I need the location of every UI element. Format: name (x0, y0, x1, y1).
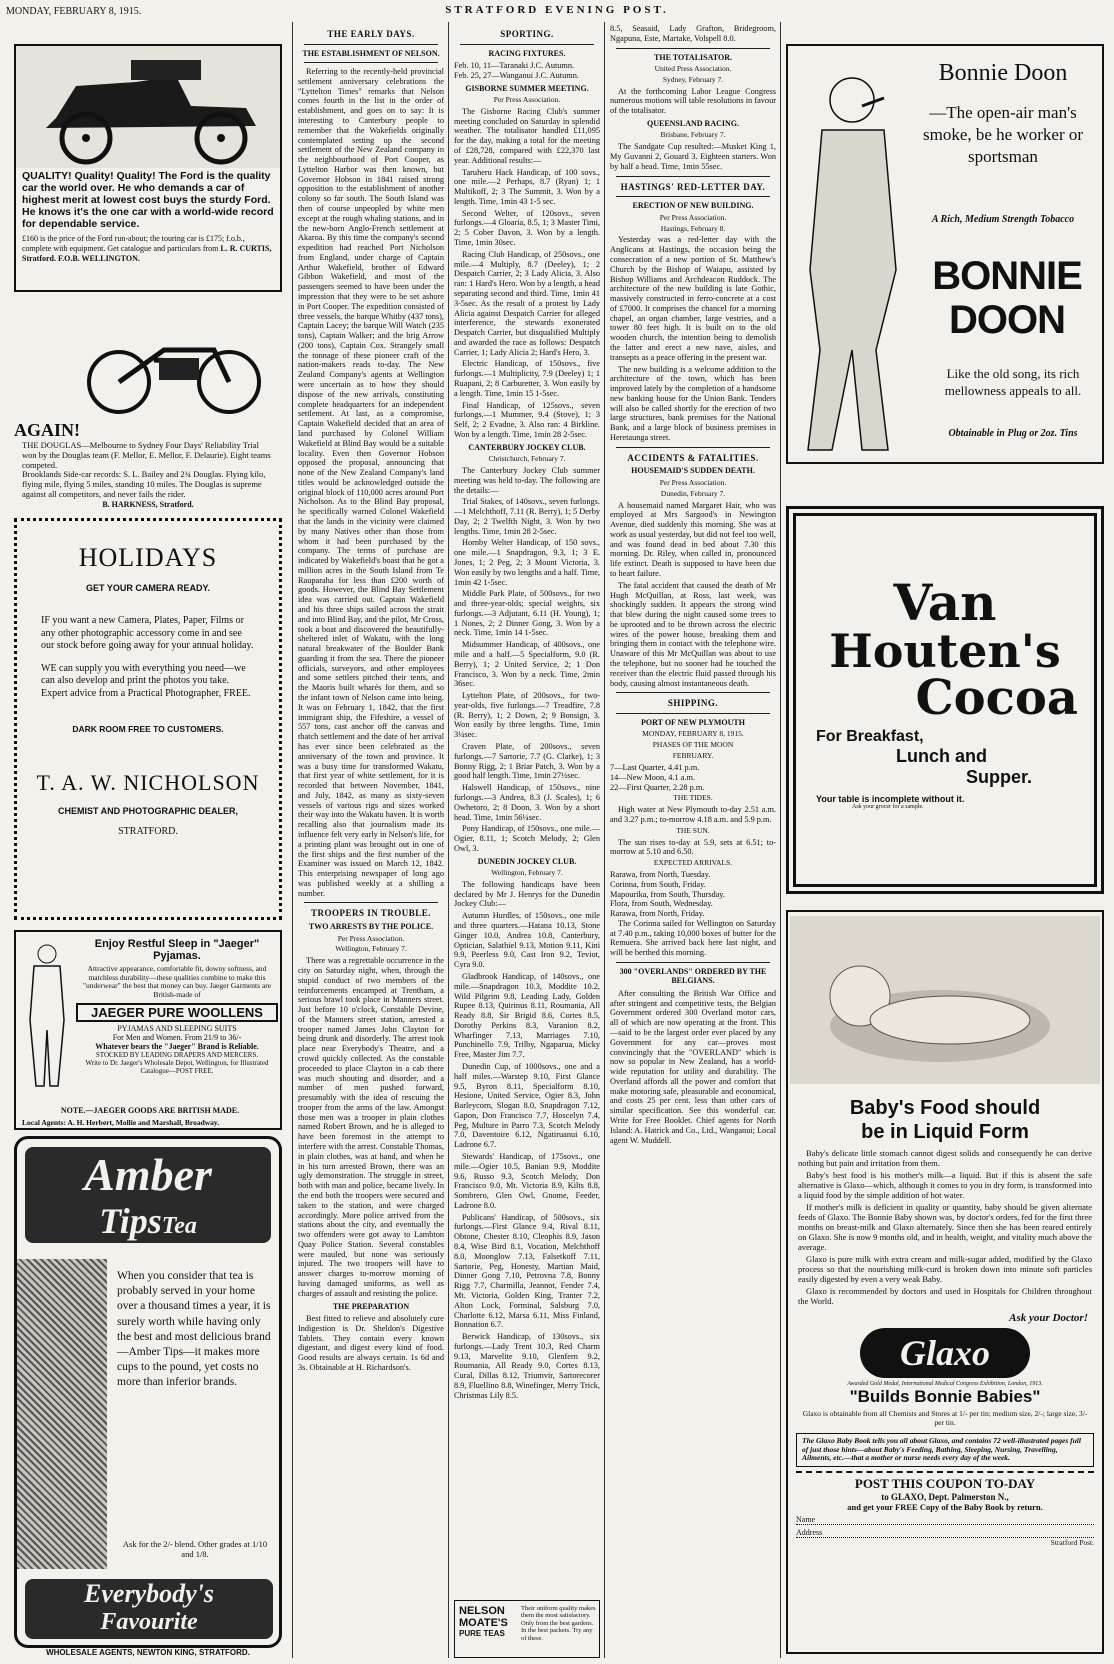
handicap-list: Stewards' Handicap, of 175sovs., one mile.—Ogier 10.5, Banian 9.9, Moddite 9.6, Russo 9.3, Scotch Melody, Don Francisco 9.0, Mt. Victoria 8.9, Kilts 8.8, Sombrero, Glen Owl, Gnome, Feeder, Ladrone 8.0. (454, 1152, 600, 1210)
amber-ask: Ask for the 2/- blend. Other grades at 1/10 and 1/8. (122, 1539, 268, 1559)
masthead-title: STRATFORD EVENING POST. (445, 4, 669, 16)
sun-heading: THE SUN. (676, 825, 710, 835)
pyjama-figure-illustration (22, 940, 72, 1090)
racing-fixtures-heading: RACING FIXTURES. (488, 48, 566, 58)
jaeger-line-5: Write to Dr. Jaeger's Wholesale Depot, Wellington, for Illustrated Catalogue—POST FREE. (85, 1058, 269, 1075)
accidents-heading: ACCIDENTS & FATALITIES. (627, 452, 759, 463)
handicap-list: Berwick Handicap, of 130sovs., six furlongs.—Lady Trent 10.3, Red Charm 9.13, Marvelite 9.10, Glenfern 9.2, Roumania, All Ready 9.0, Cortes 8.13, Cural, Dillas 8.12, Triumvir, Sartorecorer 8.9, Fluellino 8.8, Winefinger, Merry Trick, Christmas Lily 8.5. (454, 1332, 600, 1400)
tides-heading: THE TIDES. (673, 793, 713, 803)
jaeger-line-2: For Men and Women. From 21/9 to 36/- (112, 1032, 242, 1042)
nelson-subheading: THE ESTABLISHMENT OF NELSON. (302, 48, 440, 58)
amber-tips-ad (14, 1136, 282, 1648)
arrival-item: Corinna, from South, Friday. (610, 879, 706, 889)
bonnie-doon-song: Like the old song, its rich mellowness appeals to all. (944, 366, 1082, 398)
shipping-date: MONDAY, FEBRUARY 8, 1915. (642, 729, 744, 739)
race-result: Hornby Welter Handicap, of 150 sovs., one mile.—1 Snapdragon, 9.3, 1; 3 E. Jones, 1; 2 Peg, 2; 3 Mount Victoria, 3. Won easily by two lengths and a half. Time, 1min 42 1-5sec. (454, 538, 600, 587)
amber-slogan-2: Favourite (100, 1609, 198, 1635)
overlands-article: After consulting the British War Office and after stringent and competitive tests, the Belgian Government ordered 300 Overland motor cars, all of which are now operating at the front. This—said to be the largest order ever placed by any Government for any car—proves most convincingly that the "OVERLAND" which is now so popular in New Zealand, has a world-wide reputation for utility and durability. The Overland affords all the power and comfort that make motoring safe, pleasurable and economical, and costs 25 per cent. less than other cars of similar specification. See this wonderful car. Write for Free Booklet. Chief agents for North Island: A. Hatrick and Co., Ltd., Wanganui; Local agent W. Muddell. (610, 988, 776, 1145)
column-rule (448, 22, 449, 1658)
glaxo-paragraph: Baby's best food is his mother's milk—a liquid. But if this is absent the safe alternative is Glaxo—which, although it comes to you in dry form, is transformed into a liquid food by the simple addition of hot water. (798, 1170, 1092, 1201)
race-result: Racing Club Handicap, of 250sovs., one mile.—4 Multiply, 8.7 (Deeley), 1; 2 Despatch Carrier, 2; 3 Lady Alicia, 3. Also ran: 1 Hard's Hero. Won by a length, a head separating second and third. Time, 1min 41 3-5sec. As the result of a protest by Lady Alicia against Despatch Carrier for alleged interference, the stewards exonerated Despatch Carrier, but disqualified Multiply and awarded the race as follows: Despatch Carrier, 1; Lady Alicia 2; Hard's Hero, 3. (454, 249, 600, 357)
race-result: Electric Handicap, of 150sovs., five furlongs.—1 Multiplicity, 7.9 (Deeley) 1; 1 Ruapani, 2; 8 Carburetter, 3. Won easily by a length. Time, 1min 15 1-5sec. (454, 359, 600, 398)
arrival-item: Rarawa, from North, Friday. (610, 909, 705, 919)
jaeger-line-3: Whatever bears the "Jaeger" Brand is Reliable. (95, 1041, 259, 1051)
press-association: Per Press Association. (659, 477, 727, 487)
corinna-note: The Corinna sailed for Wellington on Saturday at 7.40 p.m., taking 10,000 boxes of butter for the Remuera. She arrived back here last night, and will be berthed this morning. (610, 918, 776, 958)
glaxo-ad (786, 910, 1104, 1654)
arrivals-heading: EXPECTED ARRIVALS. (653, 858, 733, 868)
queensland-dateline: Brisbane, February 7. (660, 130, 726, 140)
nelson-line: NELSON (459, 1605, 505, 1617)
handicap-list: Gladbrook Handicap, of 140sovs., one mile.—Snapdragon 10.3, Moddite 10.2, Wild Pilgrim 9.8, Leading Lady, Golden Rupee 8.13, Quirinus 8.11, Roumania, All Ready 8.8, Sir Brigid 8.6, Cortes 8.5, Dorothy Perkins 8.3, Varanion 8.2, Wharfinger 7.13, Marriages 7.10, Punchinello 7.9, Trilby, Ngaparua, Micky Free, Master Jim 7.7. (454, 971, 600, 1060)
coupon-address-field[interactable] (796, 1528, 1094, 1538)
bonnie-doon-ad (786, 44, 1104, 464)
glaxo-award: Awarded Gold Medal, International Medical Congress Exhibition, London, 1913. (847, 1381, 1043, 1388)
glaxo-availability: Glaxo is obtainable from all Chemists and Stores at 1/- per tin; medium size, 2/-; large size, 3/- per tin. (802, 1409, 1088, 1428)
nicholson-town: STRATFORD. (118, 826, 178, 837)
arrests-subheading: TWO ARRESTS BY THE POLICE. (308, 922, 434, 932)
tea-title: Tea (161, 1213, 197, 1239)
housemaid-subheading: HOUSEMAID'S SUDDEN DEATH. (631, 466, 755, 476)
nicholson-ad (14, 518, 282, 920)
jaeger-line-4: STOCKED BY LEADING DRAPERS AND MERCERS. (95, 1050, 259, 1059)
dunedin-intro: The following handicaps have been declared by Mr J. Henrys for the Dunedin Jockey Club:— (454, 879, 600, 909)
canterbury-dateline: Christchurch, February 7. (488, 454, 566, 464)
handicap-list: Autumn Hurdles, of 150sovs., one mile and three quarters.—Hatana 10.13, Stone Ginger 10.0, Andrea 10.8, Canterbury, Optician, Salathiel 9.13, Motion 9.11, Kini 9.9, Peerless 9.0, Cast Iron 9.2, Teviot, Cyra 9.0. (454, 911, 600, 970)
race-result: Pony Handicap, of 150sovs., one mile.—Ogier, 8.11, 1; Scotch Melody, 2; Glen Owl, 3. (454, 824, 600, 853)
continued-results: 8.5, Seasaid, Lady Grafton, Bridegroom, Ngapuna, Este, Martake, Volspell 8.0. (610, 24, 776, 43)
troopers-article: There was a regrettable occurrence in the city on Saturday night, when, through the stupid conduct of two members of the reinforcements encamped at Trentham, a serious brawl took place in Manners street. Just before 10 o'clock, Constable Devine, of the Manners street station, arrested a trooper named James John Clayton for being drunk and disorderly. The arrest took place near Everybody's Theatre, and a crowd quickly collected. As the constable proceeded to place Clayton in a cab there was much shouting and disorder, and a number of men pushed forward, presumably with the idea of rescuing the trooper from the arms of the law. Amongst those men was a trooper in plain clothes named Robert Brown, and he is alleged to have been foremost in the attempt to interfere with the arrest. Constable Thomas, in plain clothes, was at hand, and when he in his turn arrested Brown, there was an ugly demonstration. The struggle in street, both with man and police, became lively. In the end both the troopers were secured and taken to the station, and were charged accordingly. More police arrived from the stations about the city, and eventually the two offenders were got away to Lambton Quay Police Station. Several constables were mauled, but none was seriously injured. The two troopers will have to answer charges to-morrow morning of having damaged uniforms, as well as charges of assault and resisting the police. (298, 956, 444, 1298)
jaeger-brand: JAEGER PURE WOOLLENS (76, 1003, 278, 1022)
van-houten-ad (786, 506, 1104, 894)
moon-phase: 14—New Moon, 4.1 a.m. (610, 772, 696, 782)
press-association: United Press Association. (654, 64, 732, 73)
bonnie-doon-strength: A Rich, Medium Strength Tobacco (931, 214, 1075, 225)
column-rule (604, 22, 605, 1658)
race-result: Middle Park Plate, of 500sovs., for two and three-year-olds; special weights, six furlongs.—3 Adjutant, 6.11 (H. Young), 1; 1 Nones, 2; 2 Dinner Gong, 3. Won by a neck. Time, 1min 14 1-5sec. (454, 589, 600, 638)
handicap-list: Dunedin Cup, of 1000sovs., one and a half miles.—Warstep 9.10, First Glance 9.5, Byron 8.11, Specialform 8.10, Hesione, United Service, Ogier 8.3, John Barleycorn, Slogan 8.0, Snapdragon 7.12, Gapon, Don Francisco 7.7, Hoscelyn 7.4, Peg, Multure in Parro 7.3, Scotch Melody 7.0, Daventoire 6.12, Ngatiruanui 6.10, Ladrone 6.7. (454, 1061, 600, 1150)
race-result: Second Welter, of 120sovs., seven furlongs.—4 Gloaria, 8.5, 1; 3 Master Timi, 2; 5 Cober Davon, 3. Won by a length. Time, 1min 30sec. (454, 208, 600, 248)
ford-body: £160 is the price of the Ford run-about; the touring car is £175; f.o.b., complete with equipment. Get catalogue and particulars from L. R. CURTIS, Stratford. F.O.B. WELLINGTON. (22, 234, 272, 263)
ford-car-illustration (16, 46, 280, 168)
incomplete-line: Your table is incomplete without it. (816, 794, 965, 804)
new-building-subheading: ERECTION OF NEW BUILDING. (632, 201, 754, 211)
hastings-article: Yesterday was a red-letter day with the Anglicans at Hastings, the occasion being the consecration of a new portion of St. Matthew's Church by the Bishop of Waiapu, assisted by Bishop Williams and Archdeacon Ruddock. The architecture of the new building is late Gothic, massively constructed in ferro-concrete at a cost of £7000. It comprises the chancel for a morning chapel, an organ chamber, large vestries, and a tower 80 feet high. It is built on to the old wooden church, the intention being to demolish the latter and erect a new nave, aisles, and transepts as a peace offering in the present war. (610, 235, 776, 362)
column-sporting (454, 24, 600, 1594)
jaeger-body: Attractive appearance, comfortable fit, downy softness, and matchless durability—these qualities combine to make this "underwear" the best that money can buy. Jaeger Garments are British-made of (82, 964, 272, 999)
totalisator-dateline: Sydney, February 7. (662, 74, 724, 84)
douglas-headline: AGAIN! (14, 420, 80, 440)
jaeger-title: Enjoy Restful Sleep in "Jaeger" Pyjamas. (94, 938, 260, 962)
preparation-heading: THE PREPARATION (332, 1301, 410, 1311)
cocoa-word: Cocoa (915, 670, 1078, 726)
sporting-heading: SPORTING. (500, 29, 554, 39)
douglas-ad (14, 300, 282, 508)
holidays-body-1: IF you want a new Camera, Plates, Paper, Films or any other photographic accessory come in and see our stock before going away for your annual holiday. (41, 615, 254, 651)
bonnie-word: BONNIE (932, 254, 1082, 298)
gisborne-intro: The Gisborne Racing Club's summer meeting concluded on Saturday in splendid weather. The totalisator handled £11,095 for the day, making a total for the meeting of £28,728, compared with £22,370 last year. Additional results:— (454, 106, 600, 165)
queensland-article: The Sandgate Cup resulted:—Musket King 1, My Guvanni 2, Gouard 3. Eighteen starters. Won by half a head. Time, 1min 55sec. (610, 142, 776, 171)
housemaid-article: A housemaid named Margaret Hair, who was employed at Mrs Sargood's in Newington Avenue, died suddenly this morning. She was at work as usual yesterday, but did not feel too well, and was found dead in bed about 7.30 this morning. Dr. Riley, when called in, pronounced life extinct. Death is supposed to have been due to heart failure. (610, 500, 776, 578)
masthead-bar (0, 0, 1114, 20)
fixture-2: Feb. 25, 27—Wanganui J.C. Autumn. (454, 70, 579, 80)
arrival-item: Mapourika, from South, Thursday. (610, 889, 725, 899)
address-label: Address (796, 1528, 823, 1538)
jaeger-line-1: PYJAMAS AND SLEEPING SUITS (117, 1023, 237, 1033)
tides-text: High water at New Plymouth to-day 2.51 a.m. and 3.27 p.m.; to-morrow 4.18 a.m. and 5.9 p.m. (610, 805, 776, 824)
column-early-days (298, 24, 444, 1660)
canterbury-heading: CANTERBURY JOCKEY CLUB. (468, 442, 586, 452)
dunedin-heading: DUNEDIN JOCKEY CLUB. (477, 856, 577, 866)
sun-text: The sun rises to-day at 5.9, sets at 6.51; to-morrow at 5.10 and 6.50. (610, 837, 776, 857)
dunedin-dateline: Wellington, February 7. (491, 868, 563, 878)
press-association: Per Press Association. (659, 212, 727, 222)
race-result: Lyttelton Plate, of 200sovs., for two-year-olds, five furlongs.—7 Treadfire, 7.8 (R. Berry), 1; 2 Down, 2; 9 Bonsign, 3. Won easily by three lengths. Time, 1min 3¼sec. (454, 691, 600, 740)
douglas-body: THE DOUGLAS—Melbourne to Sydney Four Days' Reliability Trial won by the Douglas team (F. Mellor, E. Mellor, F. Delaurie). Eight teams competed. (22, 440, 271, 470)
jaeger-agents: Local Agents: A. H. Herbert, Mollie and Marshall, Broadway. (22, 1118, 220, 1127)
troopers-heading: TROOPERS IN TROUBLE. (310, 908, 432, 919)
ford-agent: L. R. CURTIS, Stratford. F.O.B. WELLINGTON. (22, 243, 272, 263)
darkroom-note: DARK ROOM FREE TO CUSTOMERS. (72, 724, 224, 734)
mcquillan-article: The fatal accident that caused the death of Mr Hugh McQuillan, at Ross, last week, was shockingly sudden. It appears the strong wind that blew during the night caused some trees to be uprooted and to be thrown across the electric wires of the power house, breaking them and bringing them in contact with the telephone wire. Unaware of this Mr McQuillan was about to use the telephone, but no sooner had he touched the receiver than the electric fluid passed through his body, causing almost instantaneous death. (610, 580, 776, 688)
column-news (610, 24, 776, 1660)
van-word: Van (893, 573, 997, 632)
amber-title: Amber (84, 1149, 212, 1200)
coupon-offer: and get your FREE Copy of the Baby Book by return. (847, 1502, 1043, 1513)
sportsman-illustration (792, 50, 912, 460)
press-association: Per Press Association. (493, 95, 561, 105)
glaxo-paragraph: Glaxo is recommended by doctors and used in Hospitals for Children throughout the World. (798, 1286, 1092, 1307)
hastings-heading: HASTINGS' RED-LETTER DAY. (620, 181, 766, 192)
fixture-1: Feb. 10, 11—Taranaki J.C. Autumn. (454, 61, 575, 71)
holidays-body-2: WE can supply you with everything you need—we can also develop and print the photos you take. Expert advice from a Practical Photographer, FREE. (41, 662, 251, 699)
glaxo-paragraph: Baby's delicate little stomach cannot digest solids and consequently he can derive nothing but pain and irritation from them. (798, 1148, 1092, 1169)
tips-title: Tips (99, 1201, 162, 1241)
bonnie-doon-title: Bonnie Doon (938, 60, 1068, 86)
gisborne-heading: GISBORNE SUMMER MEETING. (465, 83, 589, 93)
shipping-heading: SHIPPING. (667, 698, 719, 709)
moon-phase: 7—Last Quarter, 4.41 p.m. (610, 762, 700, 772)
troopers-dateline: Wellington, February 7. (335, 944, 407, 954)
handicap-list: Publicans' Handicap, of 500sovs., six furlongs.—First Glance 9.4, Rival 8.11, Obtone, Chester 8.10, Cleophis 8.9, Jason 8.4, Wise Bird 8.1, Vocation, Melchthoff 8.0, Moonglow 7.13, Falsetkoff 7.11, Sartorie, Peg, Honesty, Martian Maid, Dinner Gong 7.10, Petrovna 7.8, Bonny Rigg 7.7, Charmilla, Jeannot, Fender 7.4, Mt. Victoria, Golden King, Tranter 7.2, Alton Lock, Forminal, Salsburg 7.0, Charlotte 6.12, Marsa 6.11, Miss Finland, Bonnation 6.7. (454, 1212, 600, 1330)
houtens-word: Houten's (829, 624, 1061, 678)
amber-agents: WHOLESALE AGENTS, NEWTON KING, STRATFORD. (46, 1648, 250, 1657)
pure-teas-line: PURE TEAS (459, 1629, 505, 1638)
totalisator-heading: THE TOTALISATOR. (654, 52, 732, 62)
baby-book-box: The Glaxo Baby Book tells you all about Glaxo, and contains 72 well-illustrated pages full of just those hints—about Baby's Feeding, Bathing, Sleeping, Nursing, Travelling, Ailments, etc.—that a mother or nurse needs every day of the week. (796, 1433, 1094, 1467)
arrival-item: Flora, from South, Wednesday. (610, 899, 713, 909)
nelson-moate-body: Their uniform quality makes them the most satisfactory. Only from the best gardens. In the best packets. Try any of these. (521, 1605, 596, 1642)
tea-leaves-illustration (17, 1259, 107, 1569)
glaxo-paragraph: If mother's milk is deficient in quality or quantity, baby should be given alternate feeds of Glaxo. The Bonnie Baby shown was, by doctor's orders, fed for the first three months on breast-milk and Glaxo alternately. Since then she has been reared entirely on Glaxo. She is now 9 months old, and in health, weight, and vitality much above the average. (798, 1202, 1092, 1253)
nelson-moate-ad (454, 1600, 600, 1658)
amber-slogan-1: Everybody's (84, 1579, 214, 1608)
name-label: Name (796, 1515, 816, 1525)
canterbury-intro: The Canterbury Jockey Club summer meeting was held to-day. The following are the details:— (454, 465, 600, 495)
bonnie-doon-brand (914, 254, 1100, 342)
port-heading: PORT OF NEW PLYMOUTH (641, 717, 745, 727)
nicholson-trade: CHEMIST AND PHOTOGRAPHIC DEALER, (57, 806, 238, 816)
totalisator-article: At the forthcoming Labor League Congress numerous motions will table resolutions in favour of the totalisator. (610, 86, 776, 116)
supper-line: Supper. (966, 767, 1033, 787)
bonnie-doon-tins: Obtainable in Plug or 2oz. Tins (948, 428, 1078, 439)
bonnie-doon-tagline: —The open-air man's smoke, be he worker or sportsman (922, 103, 1084, 167)
glaxo-headline (788, 1096, 1102, 1144)
issue-date: MONDAY, FEBRUARY 8, 1915. (6, 6, 142, 17)
dunedin-dateline: Dunedin, February 7. (660, 488, 726, 498)
glaxo-logo: Glaxo (860, 1328, 1030, 1378)
column-rule (780, 22, 781, 1658)
column-rule (292, 22, 293, 1658)
amber-body: When you consider that tea is probably served in your home over a thousand times a year, it is surely worth while having only the best and most delicious brand—Amber Tips—it makes more cups to the pound, yet costs no more than inferior brands. (117, 1270, 271, 1389)
race-result: Midsummer Handicap, of 400sovs., one mile and a half.—5 Specialform, 9.0 (R. Berry), 1; 2 United Service, 2; 1 Don Francisco, 3. Won by a neck. Time, 2min 36sec. (454, 640, 600, 689)
moon-heading: PHASES OF THE MOON (652, 740, 734, 750)
glaxo-headline-1: Baby's Food should (849, 1097, 1041, 1119)
moon-month: FEBRUARY. (672, 751, 714, 761)
overlands-heading: 300 "OVERLANDS" ORDERED BY THE BELGIANS. (619, 966, 767, 986)
glaxo-tagline: "Builds Bonnie Babies" (849, 1387, 1041, 1407)
preparation-text: Best fitted to relieve and absolutely cure Indigestion is Dr. Sheldon's Digestive Tablets. They contain every known digestant, and digest every kind of food. Good results are always certain. 1s 6d and 3s. Obtainable at H. Richardson's. (298, 1313, 444, 1372)
glaxo-paragraph: Glaxo is pure milk with extra cream and milk-sugar added, modified by the Glaxo process so that the nourishing milk-curd is broken down into minute soft particles easily digested by even a very weak Baby. (798, 1254, 1092, 1285)
ford-ad (14, 44, 282, 292)
race-result: Halswell Handicap, of 150sovs., nine furlongs.—3 Andrea, 8.3 (J. Scales), 1; 6 Owhetoro, 2; 8 Doon, 3. Won by a short head. Time, 1min 56¼sec. (454, 783, 600, 822)
doon-word: DOON (949, 298, 1065, 342)
coupon-name-field[interactable] (796, 1515, 1094, 1525)
nelson-article: Referring to the recently-held provincial settlement anniversary celebrations the "Lyttelton Times" remarks that Nelson comes fourth in the list in the order of establishment, and goes on to say: It is interesting to Canterbury people to remember that the Wakefields originally contemplated setting up the second settlement of the New Zealand company in the neighbourhood of Port Cooper, as Lyttelton Harbor was then known, but Governor Hobson in 1841 raised strong opposition to the establishment of another colony so far south. The South Island was then of course unpeopled by white men except at the rough whaling stations, and in the new-born Anglo-French settlement at Akaroa. By this time the company's second expedition had reached Port Nicholson from England, under charge of Captain Arthur Wakefield, brother of Edward Gibbon Wakefield, and most of the passengers seemed to have been under the impression that they were to be set ashore in Port Cooper. The expedition consisted of three vessels, the barque Whitby (437 tons), Captain Lacey; the barque Will Watch (235 tons), Captain Walker; and the brig Arrow (200 tons), Captain Cox. Strangely small the tonnage of these pioneer craft of the nation-makers reads to-day. The New Zealand Company's agents at Wellington were uncertain as to how they should dispose of the new arrivals, constituting complete headquarters for an independent settlement. At last, as a compromise, Captain Wakefield decided that an area of land purchased by Colonel William Wakefield at Blind Bay would be a suitable locality. Even then Governor Hobson opposed the proposal, announcing that none of the New Zealand Company's land titles would be acknowledged outside the original block of 110,000 acres around Port Nicholson. As to the Blind Bay proposal, he specifically warned Colonel Wakefield that the lands in the vicinity were claimed by many Natives other than those from whom it had been purchased by the company. The terms of purchase are indicated by Wakefield's boast that he got a million acres in the South Island from Te Rauparaha for less than £200 worth of goods. However, the Blind Bay Settlement idea was carried out. Captain Wakefield and his three ships sailed across the strait and into Blind Bay, and the pilot, Mr Cross, took a boat and discovered the beautifully-sheltered inlet of Wakatu, with the long natural breakwater of the Boulder Bank guarding it from the sea. There the pioneer officials, surveyors, and other employees and some settlers pitched their tents, and the Maoris built wharés for them, and so the infant town of Nelson came into being. It was on February 1, 1842, that the first immigrant ship, the Fifeshire, a vessel of 557 tons, cast anchor off the canvas and thatch settlement and the date of her arrival has ever since been celebrated as the anniversary of the town and province. It was a busy time for transformed Wakatu, that first year of white settlement, for it is recorded that between November, 1841, and July, 1842, as many as sixty-seven vessels of various rigs and sizes worked their way into the Wakatu haven. It is worth recalling also that journalism made its influence felt very early in Nelson's life, for a printing plant was brought out in one of the first ships and the first number of the Examiner was issued on March 12, 1842. This enterprising newspaper of long ago was published weekly at a shilling a number. (298, 67, 444, 898)
nicholson-name: T. A. W. NICHOLSON (36, 770, 260, 795)
holidays-title: HOLIDAYS (78, 543, 218, 572)
jaeger-note: NOTE.—JAEGER GOODS ARE BRITISH MADE. (60, 1106, 240, 1115)
holidays-subtitle: GET YOUR CAMERA READY. (85, 583, 210, 593)
amber-title-banner (25, 1147, 271, 1243)
coupon-paper: Stratford Post. (1050, 1538, 1094, 1548)
hastings-article: The new building is a welcome addition to the architecture of the town, which has been improved lately by the completion of a handsome new banking house for the Union Bank. Tenders will also be called shortly for the erection of two large structures, bank premises for the National Bank, and a large block of business premises in Heretaunga street. (610, 364, 776, 443)
motorcycle-illustration (14, 300, 282, 420)
race-result: Craven Plate, of 200sovs., seven furlongs.—7 Sartorie, 7.7 (G. Clarke), 1; 3 Bonny Rigg, 2; 1 Briar Patch, 3. Won by a good half length. Time, 1min 27½sec. (454, 742, 600, 781)
arrival-item: Rarawa, from North, Tuesday. (610, 869, 711, 879)
hastings-dateline: Hastings, February 8. (660, 223, 726, 233)
breakfast-line: For Breakfast, (816, 728, 924, 745)
race-result: Final Handicap, of 125sovs., seven furlongs.—1 Mummer, 9.4 (Stove), 1; 3 Self, 2; 2 Evadne, 3. Also ran: 4 Birkline. Won by a length. Time, 1min 28 2-5sec. (454, 400, 600, 439)
race-result: Trial Stakes, of 140sovs., seven furlongs.—1 Melchthoff, 7.11 (R. Berry), 1; 5 Derby Day, 2; 2 Twelfth Night, 3. Won by two lengths. Time, 1min 28 2-5sec. (454, 497, 600, 536)
douglas-records: Brooklands Side-car records: S. L. Bailey and 2¾ Douglas. Flying kilo, flying mile, flying 5 miles, standing 10 miles. The Douglas is supreme against all competitors, and never fails the rider. (22, 469, 266, 499)
ask-doctor: Ask your Doctor! (1009, 1312, 1088, 1325)
moates-line: MOATE'S (459, 1617, 508, 1629)
glaxo-headline-2: be in Liquid Form (861, 1121, 1029, 1143)
moon-phase: 22—First Quarter, 2.28 p.m. (610, 782, 705, 792)
douglas-agent: B. HARKNESS, Stratford. (102, 499, 194, 508)
baby-illustration (790, 916, 1100, 1084)
glaxo-body (788, 1144, 1102, 1312)
lunch-line: Lunch and (896, 746, 987, 766)
coupon-address: to GLAXO, Dept. Palmerston N., (881, 1492, 1009, 1503)
jaeger-ad (14, 930, 282, 1130)
sample-line: Ask your grocer for a sample. (852, 804, 924, 810)
ford-headline: QUALITY! Quality! Quality! The Ford is the quality car the world over. He who demands a car of highest merit at lowest cost buys the sturdy Ford. He knows it's the one car with a world-wide record for dependable service. (22, 170, 274, 231)
early-days-heading: THE EARLY DAYS. (327, 29, 415, 39)
race-result: Taruheru Hack Handicap, of 100 sovs., one mile.—2 Perhaps, 8.7 (Ryan) 1; 1 Multikoff, 2; 3 The Summit, 3. Won by a length. Time, 1min 43 1-5 sec. (454, 167, 600, 206)
queensland-heading: QUEENSLAND RACING. (646, 119, 739, 129)
coupon-heading: POST THIS COUPON TO-DAY (854, 1476, 1036, 1492)
press-association: Per Press Association. (337, 933, 405, 943)
amber-slogan-banner (25, 1579, 273, 1639)
